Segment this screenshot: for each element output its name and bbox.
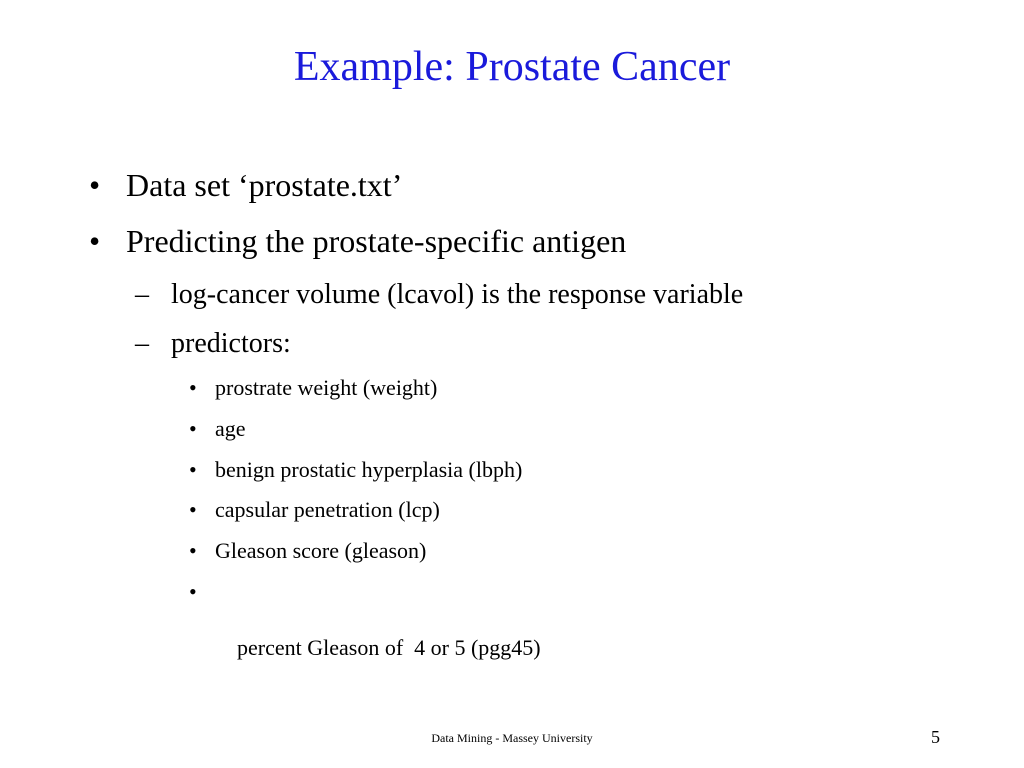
bullet-marker: • bbox=[189, 538, 197, 563]
predictor-text: prostrate weight (weight) bbox=[215, 375, 438, 400]
bullet-marker: • bbox=[189, 579, 197, 604]
page-number: 5 bbox=[931, 727, 940, 747]
predictor-item bbox=[189, 496, 440, 524]
slide-title: Example: Prostate Cancer bbox=[293, 44, 731, 90]
bullet-item-dataset bbox=[89, 166, 403, 204]
bullet-marker: • bbox=[189, 457, 197, 482]
bullet-text: Data set ‘prostate.txt’ bbox=[126, 167, 403, 203]
sub-bullet-text: predictors: bbox=[171, 328, 291, 359]
dash-marker: – bbox=[135, 279, 149, 310]
predictor-item bbox=[189, 456, 523, 484]
bullet-text: Predicting the prostate-specific antigen bbox=[126, 223, 627, 259]
predictor-item bbox=[189, 374, 438, 402]
sub-bullet-text: log-cancer volume (lcavol) is the response variable bbox=[171, 279, 744, 310]
predictor-item bbox=[189, 415, 246, 443]
bullet-item-predicting bbox=[89, 222, 627, 260]
bullet-marker: • bbox=[89, 167, 101, 203]
predictor-text: benign prostatic hyperplasia (lbph) bbox=[215, 457, 523, 482]
predictor-text: age bbox=[215, 416, 246, 441]
predictor-text: Gleason score (gleason) bbox=[215, 538, 427, 563]
predictor-item bbox=[189, 537, 427, 565]
dash-marker: – bbox=[135, 328, 149, 359]
bullet-marker: • bbox=[89, 223, 101, 259]
bullet-marker: • bbox=[189, 416, 197, 441]
predictor-text: percent Gleason of 4 or 5 (pgg45) bbox=[237, 635, 541, 660]
sub-bullet-predictors bbox=[135, 327, 291, 361]
bullet-marker: • bbox=[189, 375, 197, 400]
predictor-text: capsular penetration (lcp) bbox=[215, 497, 440, 522]
sub-bullet-response bbox=[135, 278, 744, 312]
predictor-item bbox=[189, 578, 541, 690]
bullet-marker: • bbox=[189, 497, 197, 522]
slide-footer: Data Mining - Massey University bbox=[431, 731, 593, 745]
